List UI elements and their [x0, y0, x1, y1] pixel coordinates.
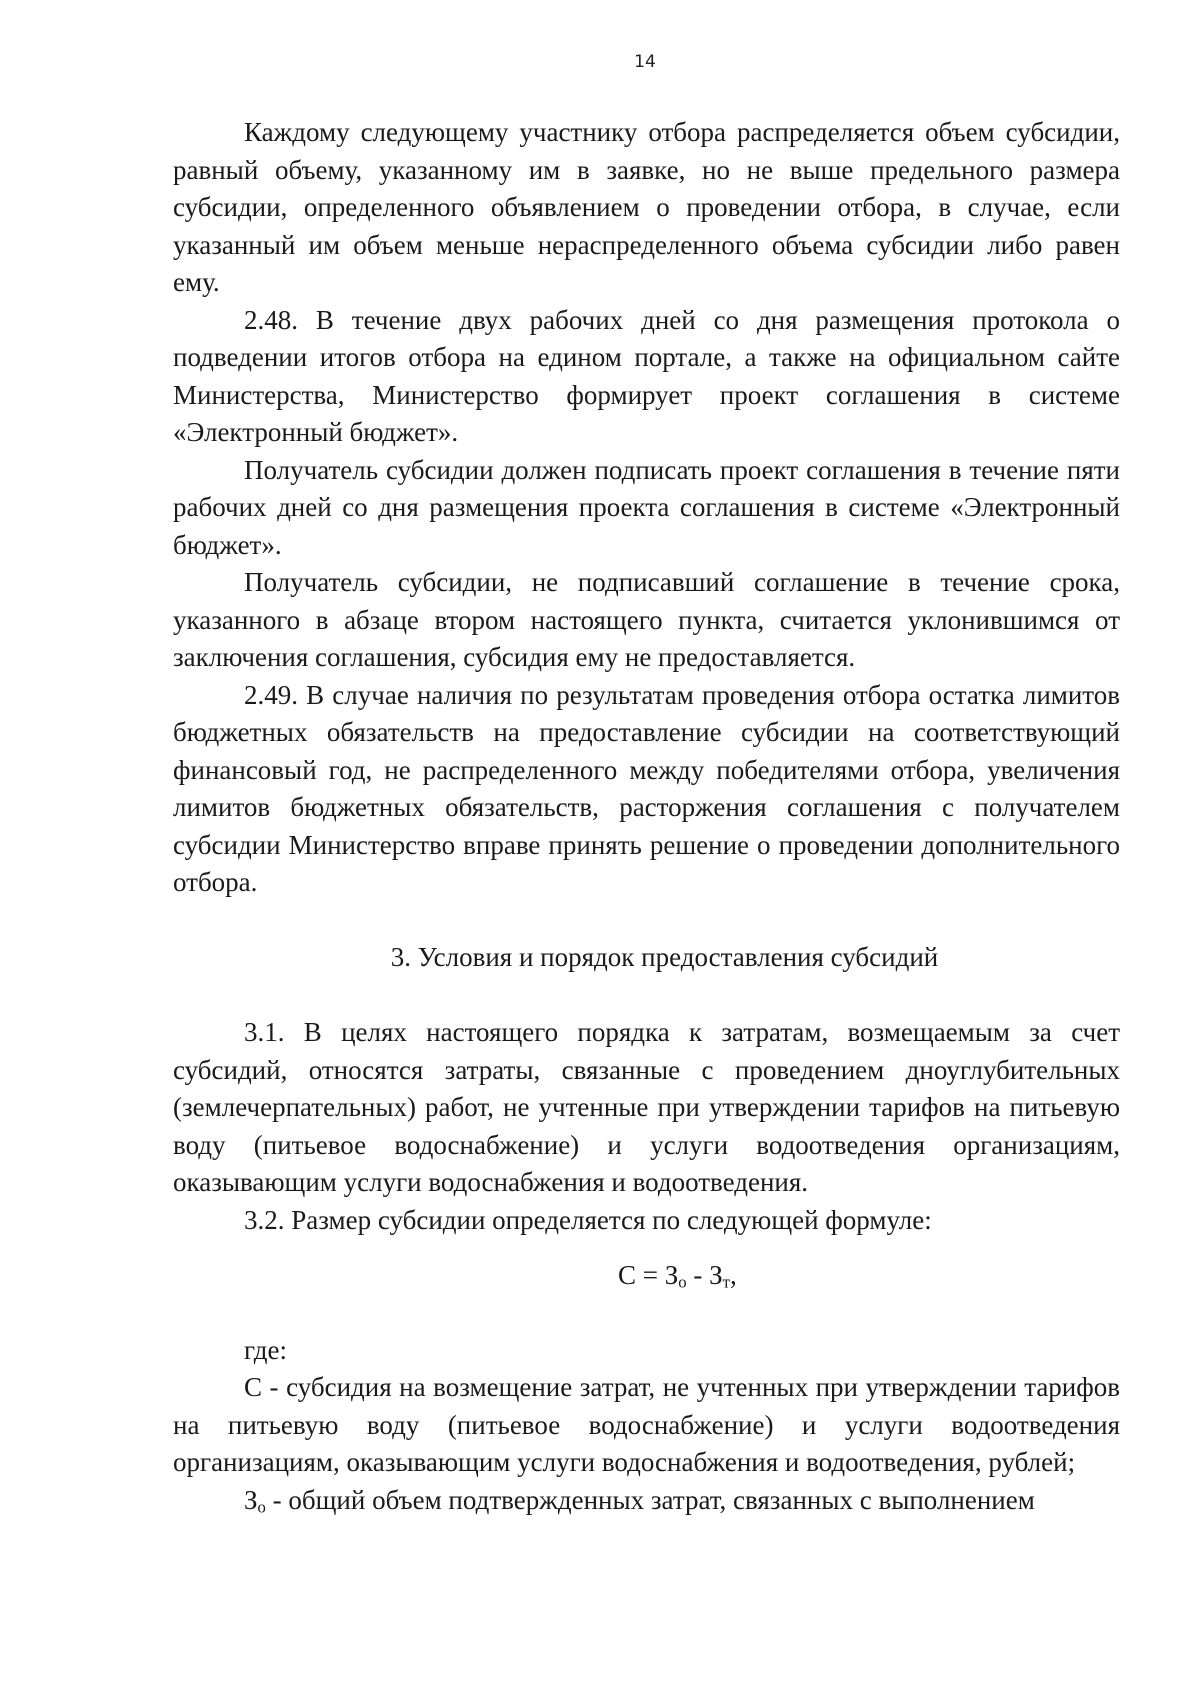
paragraph-2-48: 2.48. В течение двух рабочих дней со дня размещения протокола о подведении итогов отбора на едином портале, а также на официальном сайте Министерства, Министерство формирует проект соглашения в системе «Электронный бюджет».: [173, 304, 1120, 447]
paragraph-2-49: 2.49. В случае наличия по результатам проведения отбора остатка лимитов бюджетных обязательств на предоставление субсидии на соответствующий финансовый год, не распределенного между победителями отбора, увеличения лимитов бюджетных обязательств, расторжения соглашения с получателем субсидии Министерство вправе принять решение о проведении дополнительного отбора.: [173, 679, 1120, 897]
document-body: [173, 114, 1120, 1519]
paragraph-evasion: Получатель субсидии, не подписавший соглашение в течение срока, указанного в абзаце втором настоящего пункта, считается уклонившимся от заключения соглашения, субсидия ему не предоставляется.: [173, 567, 1120, 672]
formula-lhs: С = З: [618, 1260, 679, 1290]
paragraph-where: где:: [244, 1334, 287, 1365]
symbol-z: З: [244, 1484, 258, 1515]
section-heading: 3. Условия и порядок предоставления субсидий: [390, 942, 939, 972]
definition-zo-text: - общий объем подтвержденных затрат, связанных с выполнением: [265, 1484, 1035, 1515]
page-number: 14: [634, 52, 656, 72]
paragraph-definition-zo: [173, 1482, 1120, 1520]
paragraph-signing-deadline: Получатель субсидии должен подписать проект соглашения в течение пяти рабочих дней со дня размещения проекта соглашения в системе «Электронный бюджет».: [173, 454, 1120, 560]
paragraph-subsidy-distribution: Каждому следующему участнику отбора распределяется объем субсидии, равный объему, указанному им в заявке, но не выше предельного размера субсидии, определенного объявлением о проведении отбора, в случае, если указанный им объем меньше нераспределенного объема субсидии либо равен ему.: [173, 117, 1120, 297]
formula-tail: ,: [730, 1260, 737, 1290]
paragraph-3-2: 3.2. Размер субсидии определяется по следующей формуле:: [244, 1204, 932, 1235]
paragraph-definition-c: С - субсидия на возмещение затрат, не учтенных при утверждении тарифов на питьевую воду (питьевое водоснабжение) и услуги водоотведения организациям, оказывающим услуги водоснабжения и водоотведения, рублей;: [173, 1372, 1120, 1477]
formula-mid: - З: [686, 1260, 723, 1290]
paragraph-3-1: 3.1. В целях настоящего порядка к затратам, возмещаемым за счет субсидий, относятся затраты, связанные с проведением дноуглубительных (землечерпательных) работ, не учтенные при утверждении тарифов на питьевую воду (питьевое водоснабжение) и услуги водоотведения организациям, оказывающим услуги водоснабжения и водоотведения.: [173, 1017, 1120, 1197]
symbol-z-sub: о: [257, 1496, 266, 1516]
formula-sub-t: т: [722, 1272, 730, 1292]
subsidy-formula: [173, 1257, 1120, 1295]
formula-sub-o: о: [678, 1272, 687, 1292]
